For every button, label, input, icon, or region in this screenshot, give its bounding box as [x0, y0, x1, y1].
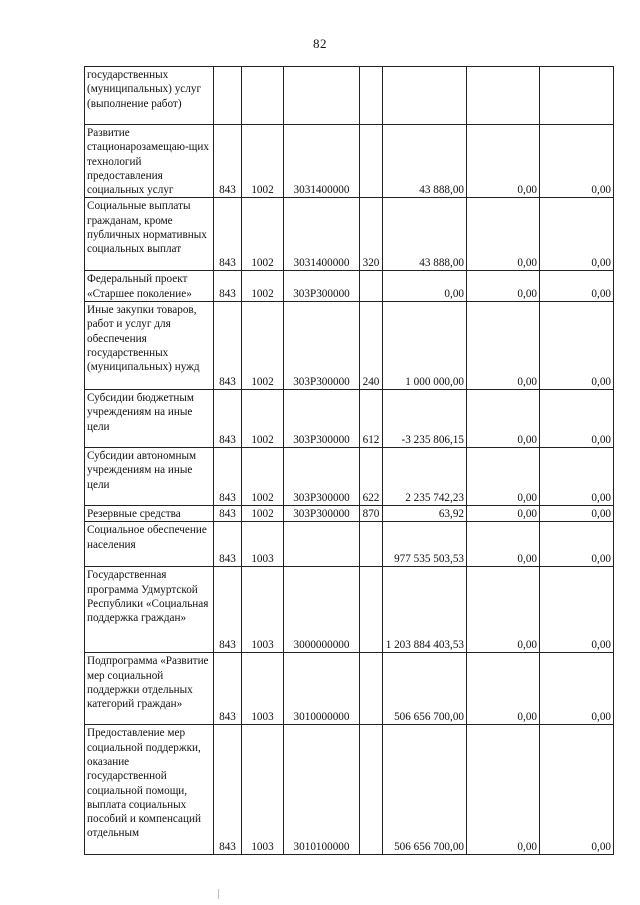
ved-cell [214, 67, 242, 125]
rzpr-cell [242, 67, 284, 125]
row-name-cell: Федеральный проект «Старшее поколение» [85, 271, 214, 302]
row-name-cell: Субсидии автономным учреждениям на иные цели [85, 448, 214, 506]
row-name-cell: государственных (муниципальных) услуг (выполнение работ) [85, 67, 214, 125]
page-number: 82 [313, 36, 327, 51]
row-name-cell: Развитие стационарозамещаю-щих технологий предоставления социальных услуг [85, 125, 214, 198]
expense-type-cell: 612 [360, 390, 383, 448]
amount-year3-cell: 0,00 [540, 302, 614, 390]
target-article-cell: 3010000000 [284, 653, 360, 725]
amount-year1-cell: 43 888,00 [383, 125, 467, 198]
ved-cell: 843 [214, 653, 242, 725]
amount-year2-cell: 0,00 [467, 653, 540, 725]
expense-type-cell: 622 [360, 448, 383, 506]
ved-cell: 843 [214, 522, 242, 567]
amount-year2-cell: 0,00 [467, 198, 540, 271]
table-row [85, 390, 614, 448]
row-name-cell: Социальное обеспечение населения [85, 522, 214, 567]
rzpr-cell: 1002 [242, 271, 284, 302]
target-article-cell: 303P300000 [284, 390, 360, 448]
table-row [85, 522, 614, 567]
ved-cell: 843 [214, 390, 242, 448]
amount-year2-cell [467, 67, 540, 125]
target-article-cell [284, 67, 360, 125]
table-row [85, 125, 614, 198]
table-row [85, 653, 614, 725]
row-name-cell: Субсидии бюджетным учреждениям на иные цели [85, 390, 214, 448]
ved-cell: 843 [214, 302, 242, 390]
expense-type-cell [360, 67, 383, 125]
row-name-cell: Предоставление мер социальной поддержки, оказание государственной социальной помощи, выплата социальных пособий и компенсаций отдельным [85, 725, 214, 855]
ved-cell: 843 [214, 125, 242, 198]
expense-type-cell [360, 725, 383, 855]
amount-year3-cell: 0,00 [540, 522, 614, 567]
budget-table-body [85, 67, 614, 855]
amount-year1-cell: 977 535 503,53 [383, 522, 467, 567]
expense-type-cell [360, 567, 383, 653]
rzpr-cell: 1002 [242, 125, 284, 198]
amount-year3-cell [540, 67, 614, 125]
ved-cell: 843 [214, 506, 242, 522]
ved-cell: 843 [214, 448, 242, 506]
expense-type-cell [360, 522, 383, 567]
amount-year3-cell: 0,00 [540, 448, 614, 506]
table-row [85, 448, 614, 506]
target-article-cell [284, 522, 360, 567]
table-row [85, 506, 614, 522]
target-article-cell: 303P300000 [284, 302, 360, 390]
amount-year1-cell: 506 656 700,00 [383, 653, 467, 725]
amount-year2-cell: 0,00 [467, 522, 540, 567]
target-article-cell: 303P300000 [284, 506, 360, 522]
table-row [85, 271, 614, 302]
expense-type-cell: 320 [360, 198, 383, 271]
expense-type-cell: 240 [360, 302, 383, 390]
ved-cell: 843 [214, 725, 242, 855]
target-article-cell: 3000000000 [284, 567, 360, 653]
target-article-cell: 3031400000 [284, 125, 360, 198]
rzpr-cell: 1003 [242, 653, 284, 725]
scan-artifact-mark [218, 889, 219, 899]
expense-type-cell [360, 271, 383, 302]
ved-cell: 843 [214, 567, 242, 653]
amount-year2-cell: 0,00 [467, 567, 540, 653]
target-article-cell: 3010100000 [284, 725, 360, 855]
amount-year3-cell: 0,00 [540, 271, 614, 302]
row-name-cell: Резервные средства [85, 506, 214, 522]
rzpr-cell: 1002 [242, 506, 284, 522]
target-article-cell: 303P300000 [284, 271, 360, 302]
table-row [85, 198, 614, 271]
amount-year3-cell: 0,00 [540, 125, 614, 198]
amount-year1-cell: 63,92 [383, 506, 467, 522]
amount-year2-cell: 0,00 [467, 506, 540, 522]
amount-year2-cell: 0,00 [467, 390, 540, 448]
rzpr-cell: 1002 [242, 390, 284, 448]
amount-year3-cell: 0,00 [540, 506, 614, 522]
rzpr-cell: 1003 [242, 522, 284, 567]
table-row [85, 725, 614, 855]
table-row [85, 302, 614, 390]
amount-year2-cell: 0,00 [467, 302, 540, 390]
amount-year3-cell: 0,00 [540, 567, 614, 653]
expense-type-cell [360, 653, 383, 725]
row-name-cell: Государственная программа Удмуртской Республики «Социальная поддержка граждан» [85, 567, 214, 653]
table-row [85, 567, 614, 653]
rzpr-cell: 1002 [242, 448, 284, 506]
rzpr-cell: 1002 [242, 302, 284, 390]
amount-year1-cell: 2 235 742,23 [383, 448, 467, 506]
amount-year2-cell: 0,00 [467, 125, 540, 198]
rzpr-cell: 1003 [242, 567, 284, 653]
amount-year1-cell: 1 000 000,00 [383, 302, 467, 390]
rzpr-cell: 1003 [242, 725, 284, 855]
amount-year3-cell: 0,00 [540, 198, 614, 271]
target-article-cell: 303P300000 [284, 448, 360, 506]
amount-year1-cell [383, 67, 467, 125]
amount-year1-cell: 0,00 [383, 271, 467, 302]
ved-cell: 843 [214, 271, 242, 302]
rzpr-cell: 1002 [242, 198, 284, 271]
amount-year3-cell: 0,00 [540, 390, 614, 448]
target-article-cell: 3031400000 [284, 198, 360, 271]
row-name-cell: Подпрограмма «Развитие мер социальной поддержки отдельных категорий граждан» [85, 653, 214, 725]
amount-year3-cell: 0,00 [540, 653, 614, 725]
ved-cell: 843 [214, 198, 242, 271]
row-name-cell: Социальные выплаты гражданам, кроме публичных нормативных социальных выплат [85, 198, 214, 271]
amount-year2-cell: 0,00 [467, 725, 540, 855]
amount-year1-cell: 1 203 884 403,53 [383, 567, 467, 653]
amount-year2-cell: 0,00 [467, 448, 540, 506]
budget-table [84, 66, 614, 855]
expense-type-cell [360, 125, 383, 198]
table-row [85, 67, 614, 125]
expense-type-cell: 870 [360, 506, 383, 522]
amount-year1-cell: -3 235 806,15 [383, 390, 467, 448]
amount-year1-cell: 506 656 700,00 [383, 725, 467, 855]
amount-year3-cell: 0,00 [540, 725, 614, 855]
amount-year1-cell: 43 888,00 [383, 198, 467, 271]
row-name-cell: Иные закупки товаров, работ и услуг для обеспечения государственных (муниципальных) нужд [85, 302, 214, 390]
amount-year2-cell: 0,00 [467, 271, 540, 302]
